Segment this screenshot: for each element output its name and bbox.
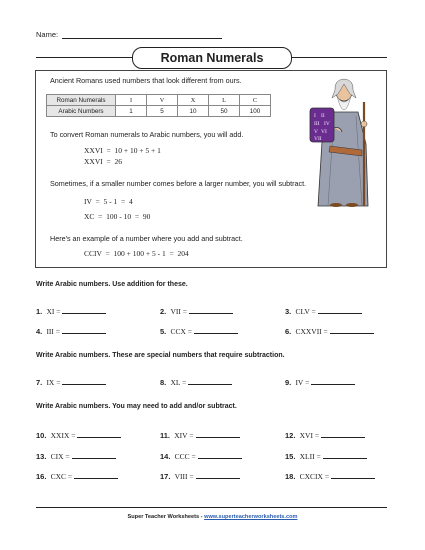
footer-rule [36, 507, 387, 508]
moses-illustration [304, 72, 382, 208]
question-5: 5. CCX = [160, 326, 238, 336]
question-18: 18. CXCIX = [285, 471, 375, 481]
table-cell: 5 [147, 106, 178, 117]
svg-text:VII: VII [314, 136, 322, 142]
name-line [62, 30, 222, 39]
name-label: Name: [36, 30, 59, 39]
answer-blank[interactable] [74, 471, 118, 479]
table-header: Arabic Numbers [47, 106, 116, 117]
addition-text: To convert Roman numerals to Arabic numbers, you will add. [50, 130, 244, 139]
svg-text:IV: IV [324, 121, 330, 127]
answer-blank[interactable] [196, 471, 240, 479]
question-10: 10. XXIX = [36, 430, 121, 440]
footer [0, 514, 425, 520]
svg-text:V: V [314, 129, 318, 135]
answer-blank[interactable] [321, 430, 365, 438]
question-17: 17. VIII = [160, 471, 240, 481]
name-field [36, 30, 222, 39]
numeral-table [46, 94, 271, 117]
svg-text:I: I [314, 113, 316, 119]
question-1: 1. XI = [36, 306, 106, 316]
table-cell: L [209, 95, 240, 106]
table-cell: 1 [116, 106, 147, 117]
answer-blank[interactable] [62, 377, 106, 385]
answer-blank[interactable] [198, 451, 242, 459]
question-12: 12. XVI = [285, 430, 365, 440]
table-cell: X [178, 95, 209, 106]
answer-blank[interactable] [196, 430, 240, 438]
footer-separator: - [199, 514, 205, 520]
table-cell: 10 [178, 106, 209, 117]
mixed-text: Here's an example of a number where you add and subtract. [50, 234, 243, 243]
answer-blank[interactable] [77, 430, 121, 438]
question-13: 13. CIX = [36, 451, 116, 461]
page-title: Roman Numerals [132, 47, 292, 69]
subtraction-equation: IV = 5 - 1 = 4 [84, 197, 133, 206]
mixed-equation: CCIV = 100 + 100 + 5 - 1 = 204 [84, 249, 189, 258]
section-heading: Write Arabic numbers. You may need to add and/or subtract. [36, 403, 237, 410]
footer-link[interactable]: www.superteacherworksheets.com [204, 514, 298, 520]
answer-blank[interactable] [330, 326, 374, 334]
svg-text:VI: VI [321, 129, 327, 135]
section-heading: Write Arabic numbers. Use addition for these. [36, 281, 188, 288]
table-cell: 50 [209, 106, 240, 117]
question-14: 14. CCC = [160, 451, 242, 461]
addition-result: XXVI = 26 [84, 157, 122, 166]
answer-blank[interactable] [72, 451, 116, 459]
question-15: 15. XLII = [285, 451, 367, 461]
subtraction-equation: XC = 100 - 10 = 90 [84, 212, 151, 221]
section-heading: Write Arabic numbers. These are special numbers that require subtraction. [36, 352, 285, 359]
svg-text:III: III [314, 121, 320, 127]
question-16: 16. CXC = [36, 471, 118, 481]
question-6: 6. CXXVII = [285, 326, 374, 336]
answer-blank[interactable] [194, 326, 238, 334]
table-cell: 100 [240, 106, 271, 117]
answer-blank[interactable] [331, 471, 375, 479]
question-2: 2. VII = [160, 306, 233, 316]
question-8: 8. XL = [160, 377, 232, 387]
table-row [47, 106, 271, 117]
footer-brand: Super Teacher Worksheets [127, 514, 200, 520]
question-3: 3. CLV = [285, 306, 362, 316]
svg-text:II: II [321, 113, 325, 119]
table-row [47, 95, 271, 106]
answer-blank[interactable] [189, 306, 233, 314]
intro-text: Ancient Romans used numbers that look different from ours. [50, 76, 242, 85]
addition-equation: XXVI = 10 + 10 + 5 + 1 [84, 146, 161, 155]
question-4: 4. III = [36, 326, 106, 336]
question-7: 7. IX = [36, 377, 106, 387]
table-cell: V [147, 95, 178, 106]
question-11: 11. XIV = [160, 430, 240, 440]
question-9: 9. IV = [285, 377, 355, 387]
table-cell: C [240, 95, 271, 106]
answer-blank[interactable] [311, 377, 355, 385]
table-cell: I [116, 95, 147, 106]
subtraction-text: Sometimes, if a smaller number comes before a larger number, you will subtract. [50, 179, 307, 188]
answer-blank[interactable] [323, 451, 367, 459]
answer-blank[interactable] [188, 377, 232, 385]
answer-blank[interactable] [62, 326, 106, 334]
table-header: Roman Numerals [47, 95, 116, 106]
answer-blank[interactable] [62, 306, 106, 314]
answer-blank[interactable] [318, 306, 362, 314]
